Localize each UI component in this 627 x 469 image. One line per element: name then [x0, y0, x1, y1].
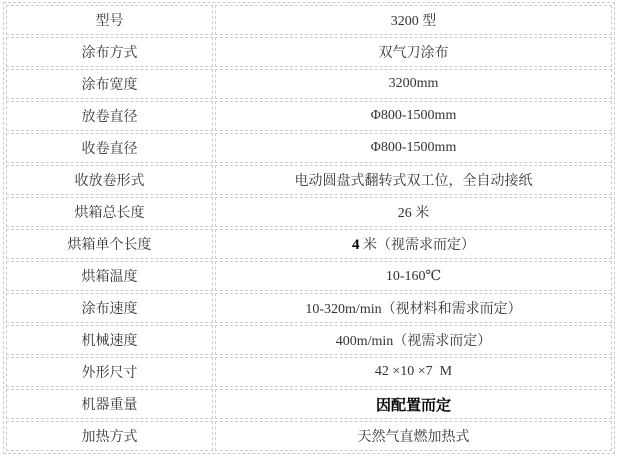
- spec-label-cell: 放卷直径: [6, 101, 213, 131]
- table-row: [6, 421, 612, 451]
- spec-value-text: 400m/min（视需求而定）: [335, 334, 492, 349]
- table-row: [6, 325, 612, 355]
- table-row: [6, 389, 612, 419]
- spec-value-cell: [215, 5, 612, 35]
- table-row: [6, 133, 612, 163]
- spec-label-cell: 涂布速度: [6, 293, 213, 323]
- spec-value-text: 3200 型: [390, 14, 437, 29]
- spec-value-text: 42 ×10 ×7 M: [374, 364, 453, 379]
- spec-value-cell: [215, 133, 612, 163]
- spec-value-cell: [215, 325, 612, 355]
- spec-value-cell: [215, 165, 612, 195]
- spec-value-text: 10-320m/min（视材料和需求而定）: [305, 302, 522, 317]
- spec-label-cell: 收放卷形式: [6, 165, 213, 195]
- table-row: [6, 37, 612, 67]
- spec-label-cell: 烘箱总长度: [6, 197, 213, 227]
- spec-rows: [6, 5, 612, 451]
- spec-value-cell: [215, 389, 612, 419]
- table-row: [6, 293, 612, 323]
- spec-value-text: 天然气直燃加热式: [357, 430, 470, 445]
- spec-label-cell: 机械速度: [6, 325, 213, 355]
- spec-value-cell: [215, 261, 612, 291]
- spec-value-text: 10-160℃: [385, 268, 442, 284]
- spec-value-text: 3200mm: [388, 76, 439, 91]
- spec-label-cell: 型号: [6, 5, 213, 35]
- spec-value-text: 电动圆盘式翻转式双工位，全自动接纸: [294, 174, 533, 189]
- spec-value-cell: [215, 37, 612, 67]
- spec-label-cell: 收卷直径: [6, 133, 213, 163]
- spec-value-text: 26 米: [397, 206, 430, 221]
- spec-label-cell: 外形尺寸: [6, 357, 213, 387]
- table-row: [6, 69, 612, 99]
- spec-value-text: 米（视需求而定）: [359, 238, 475, 253]
- spec-label-cell: 烘箱单个长度: [6, 229, 213, 259]
- table-row: [6, 357, 612, 387]
- spec-value-cell: [215, 357, 612, 387]
- table-row: [6, 165, 612, 195]
- spec-label-cell: 涂布方式: [6, 37, 213, 67]
- spec-value-cell: [215, 101, 612, 131]
- spec-value-cell: [215, 293, 612, 323]
- spec-value-strong: 4: [352, 237, 360, 253]
- table-row: [6, 5, 612, 35]
- spec-value-strong: 因配置而定: [375, 397, 451, 414]
- spec-value-cell: [215, 229, 612, 259]
- spec-table: [3, 2, 615, 454]
- table-row: [6, 197, 612, 227]
- spec-value-text: Φ800-1500mm: [370, 140, 457, 155]
- spec-label-cell: 机器重量: [6, 389, 213, 419]
- spec-value-cell: [215, 197, 612, 227]
- spec-label-cell: 加热方式: [6, 421, 213, 451]
- spec-value-text: 双气刀涂布: [378, 46, 449, 61]
- spec-label-cell: 涂布宽度: [6, 69, 213, 99]
- spec-label-cell: 烘箱温度: [6, 261, 213, 291]
- table-row: [6, 261, 612, 291]
- table-row: [6, 229, 612, 259]
- table-row: [6, 101, 612, 131]
- spec-value-text: Φ800-1500mm: [370, 108, 457, 123]
- spec-value-cell: [215, 421, 612, 451]
- spec-value-cell: [215, 69, 612, 99]
